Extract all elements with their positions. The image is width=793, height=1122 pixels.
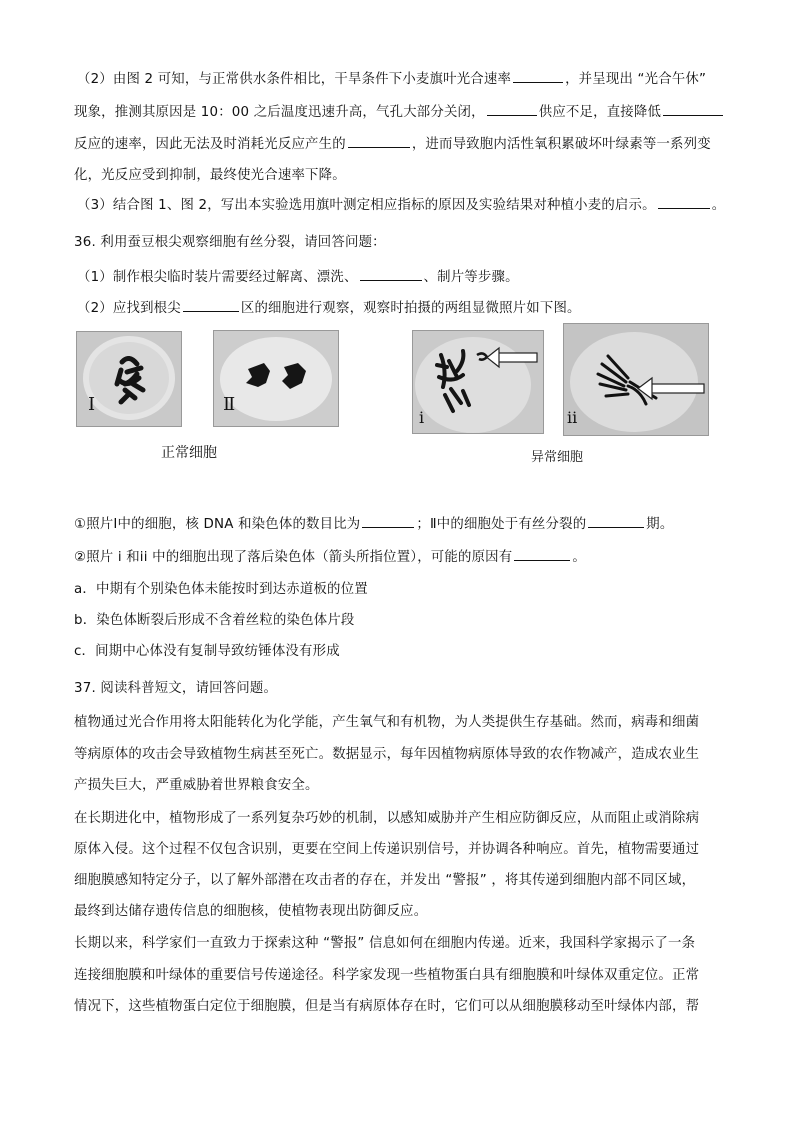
- label-ii: ii: [567, 408, 578, 427]
- label-I: Ⅰ: [88, 394, 96, 415]
- q36-p1: （1）制作根尖临时装片需要经过解离、漂洗、 、制片等步骤。: [77, 270, 519, 285]
- answer-blank[interactable]: [663, 103, 723, 116]
- q37-para1-line2: 等病原体的攻击会导致植物生病甚至死亡。数据显示，每年因植物病原体导致的农作物减产，造成农业生: [74, 747, 700, 762]
- q35-p2-line4: 化，光反应受到抑制，最终使光合速率下降。: [74, 168, 346, 183]
- label-i: i: [419, 408, 425, 427]
- answer-blank[interactable]: [487, 103, 537, 116]
- q37-para3-line2: 连接细胞膜和叶绿体的重要信号传递途径。科学家发现一些植物蛋白具有细胞膜和叶绿体双重定位。正常: [74, 968, 700, 983]
- answer-blank[interactable]: [362, 515, 414, 528]
- q37-title: 37. 阅读科普短文，请回答问题。: [74, 681, 278, 696]
- q37-para1-line1: 植物通过光合作用将太阳能转化为化学能，产生氧气和有机物，为人类提供生存基础。然而，病毒和细菌: [74, 715, 700, 730]
- micrograph-abnormal-i: [412, 330, 544, 434]
- answer-blank[interactable]: [348, 135, 410, 148]
- q36-s1: ①照片Ⅰ中的细胞，核 DNA 和染色体的数目比为 ；Ⅱ中的细胞处于有丝分裂的 期。: [74, 517, 674, 532]
- micrograph-abnormal-ii: [563, 323, 709, 436]
- caption-abnormal-cells: 异常细胞: [531, 450, 584, 465]
- q37-para3-line3: 情况下，这些植物蛋白定位于细胞膜，但是当有病原体存在时，它们可以从细胞膜移动至叶绿体内部，帮: [74, 999, 700, 1014]
- q36-title: 36. 利用蚕豆根尖观察细胞有丝分裂，请回答问题：: [74, 235, 386, 250]
- q35-p2-line1: （2）由图 2 可知，与正常供水条件相比，干旱条件下小麦旗叶光合速率 ，并呈现出 “光合午休”: [77, 72, 707, 87]
- caption-normal-cells: 正常细胞: [161, 445, 217, 461]
- q37-para2-line4: 最终到达储存遗传信息的细胞核，使植物表现出防御反应。: [74, 904, 428, 919]
- q36-p2: （2）应找到根尖 区的细胞进行观察，观察时拍摄的两组显微照片如下图。: [77, 301, 581, 316]
- q37-para2-line3: 细胞膜感知特定分子，以了解外部潜在攻击者的存在，并发出 “警报” ，将其传递到细胞内部不同区域，: [74, 873, 696, 888]
- q35-p3: （3）结合图 1、图 2，写出本实验选用旗叶测定相应指标的原因及实验结果对种植小麦的启示。 。: [77, 198, 726, 213]
- q36-option-c: c．间期中心体没有复制导致纺锤体没有形成: [74, 644, 340, 659]
- q37-para2-line2: 原体入侵。这个过程不仅包含识别，更要在空间上传递识别信号，并协调各种响应。首先，植物需要通过: [74, 842, 700, 857]
- q35-p2-line3: 反应的速率，因此无法及时消耗光反应产生的 ，进而导致胞内活性氧积累破坏叶绿素等一系列变: [74, 137, 711, 152]
- answer-blank[interactable]: [513, 70, 563, 83]
- q37-para2-line1: 在长期进化中，植物形成了一系列复杂巧妙的机制，以感知威胁并产生相应防御反应，从而阻止或消除病: [74, 811, 700, 826]
- q36-s2: ②照片 i 和ii 中的细胞出现了落后染色体（箭头所指位置），可能的原因有 。: [74, 550, 586, 565]
- answer-blank[interactable]: [360, 268, 422, 281]
- q37-para3-line1: 长期以来，科学家们一直致力于探索这种 “警报” 信息如何在细胞内传递。近来，我国科学家揭示了一条: [74, 936, 696, 951]
- label-II: Ⅱ: [223, 394, 236, 415]
- cell-image-i: [413, 331, 543, 433]
- answer-blank[interactable]: [183, 299, 239, 312]
- cell-image-ii: [564, 324, 708, 435]
- answer-blank[interactable]: [514, 548, 570, 561]
- q36-option-a: a．中期有个别染色体未能按时到达赤道板的位置: [74, 582, 368, 597]
- answer-blank[interactable]: [658, 196, 710, 209]
- answer-blank[interactable]: [588, 515, 644, 528]
- q37-para1-line3: 产损失巨大，严重威胁着世界粮食安全。: [74, 778, 319, 793]
- q36-option-b: b．染色体断裂后形成不含着丝粒的染色体片段: [74, 613, 355, 628]
- q35-p2-line2: 现象，推测其原因是 10：00 之后温度迅速升高，气孔大部分关闭， 供应不足，直接降低: [74, 101, 725, 120]
